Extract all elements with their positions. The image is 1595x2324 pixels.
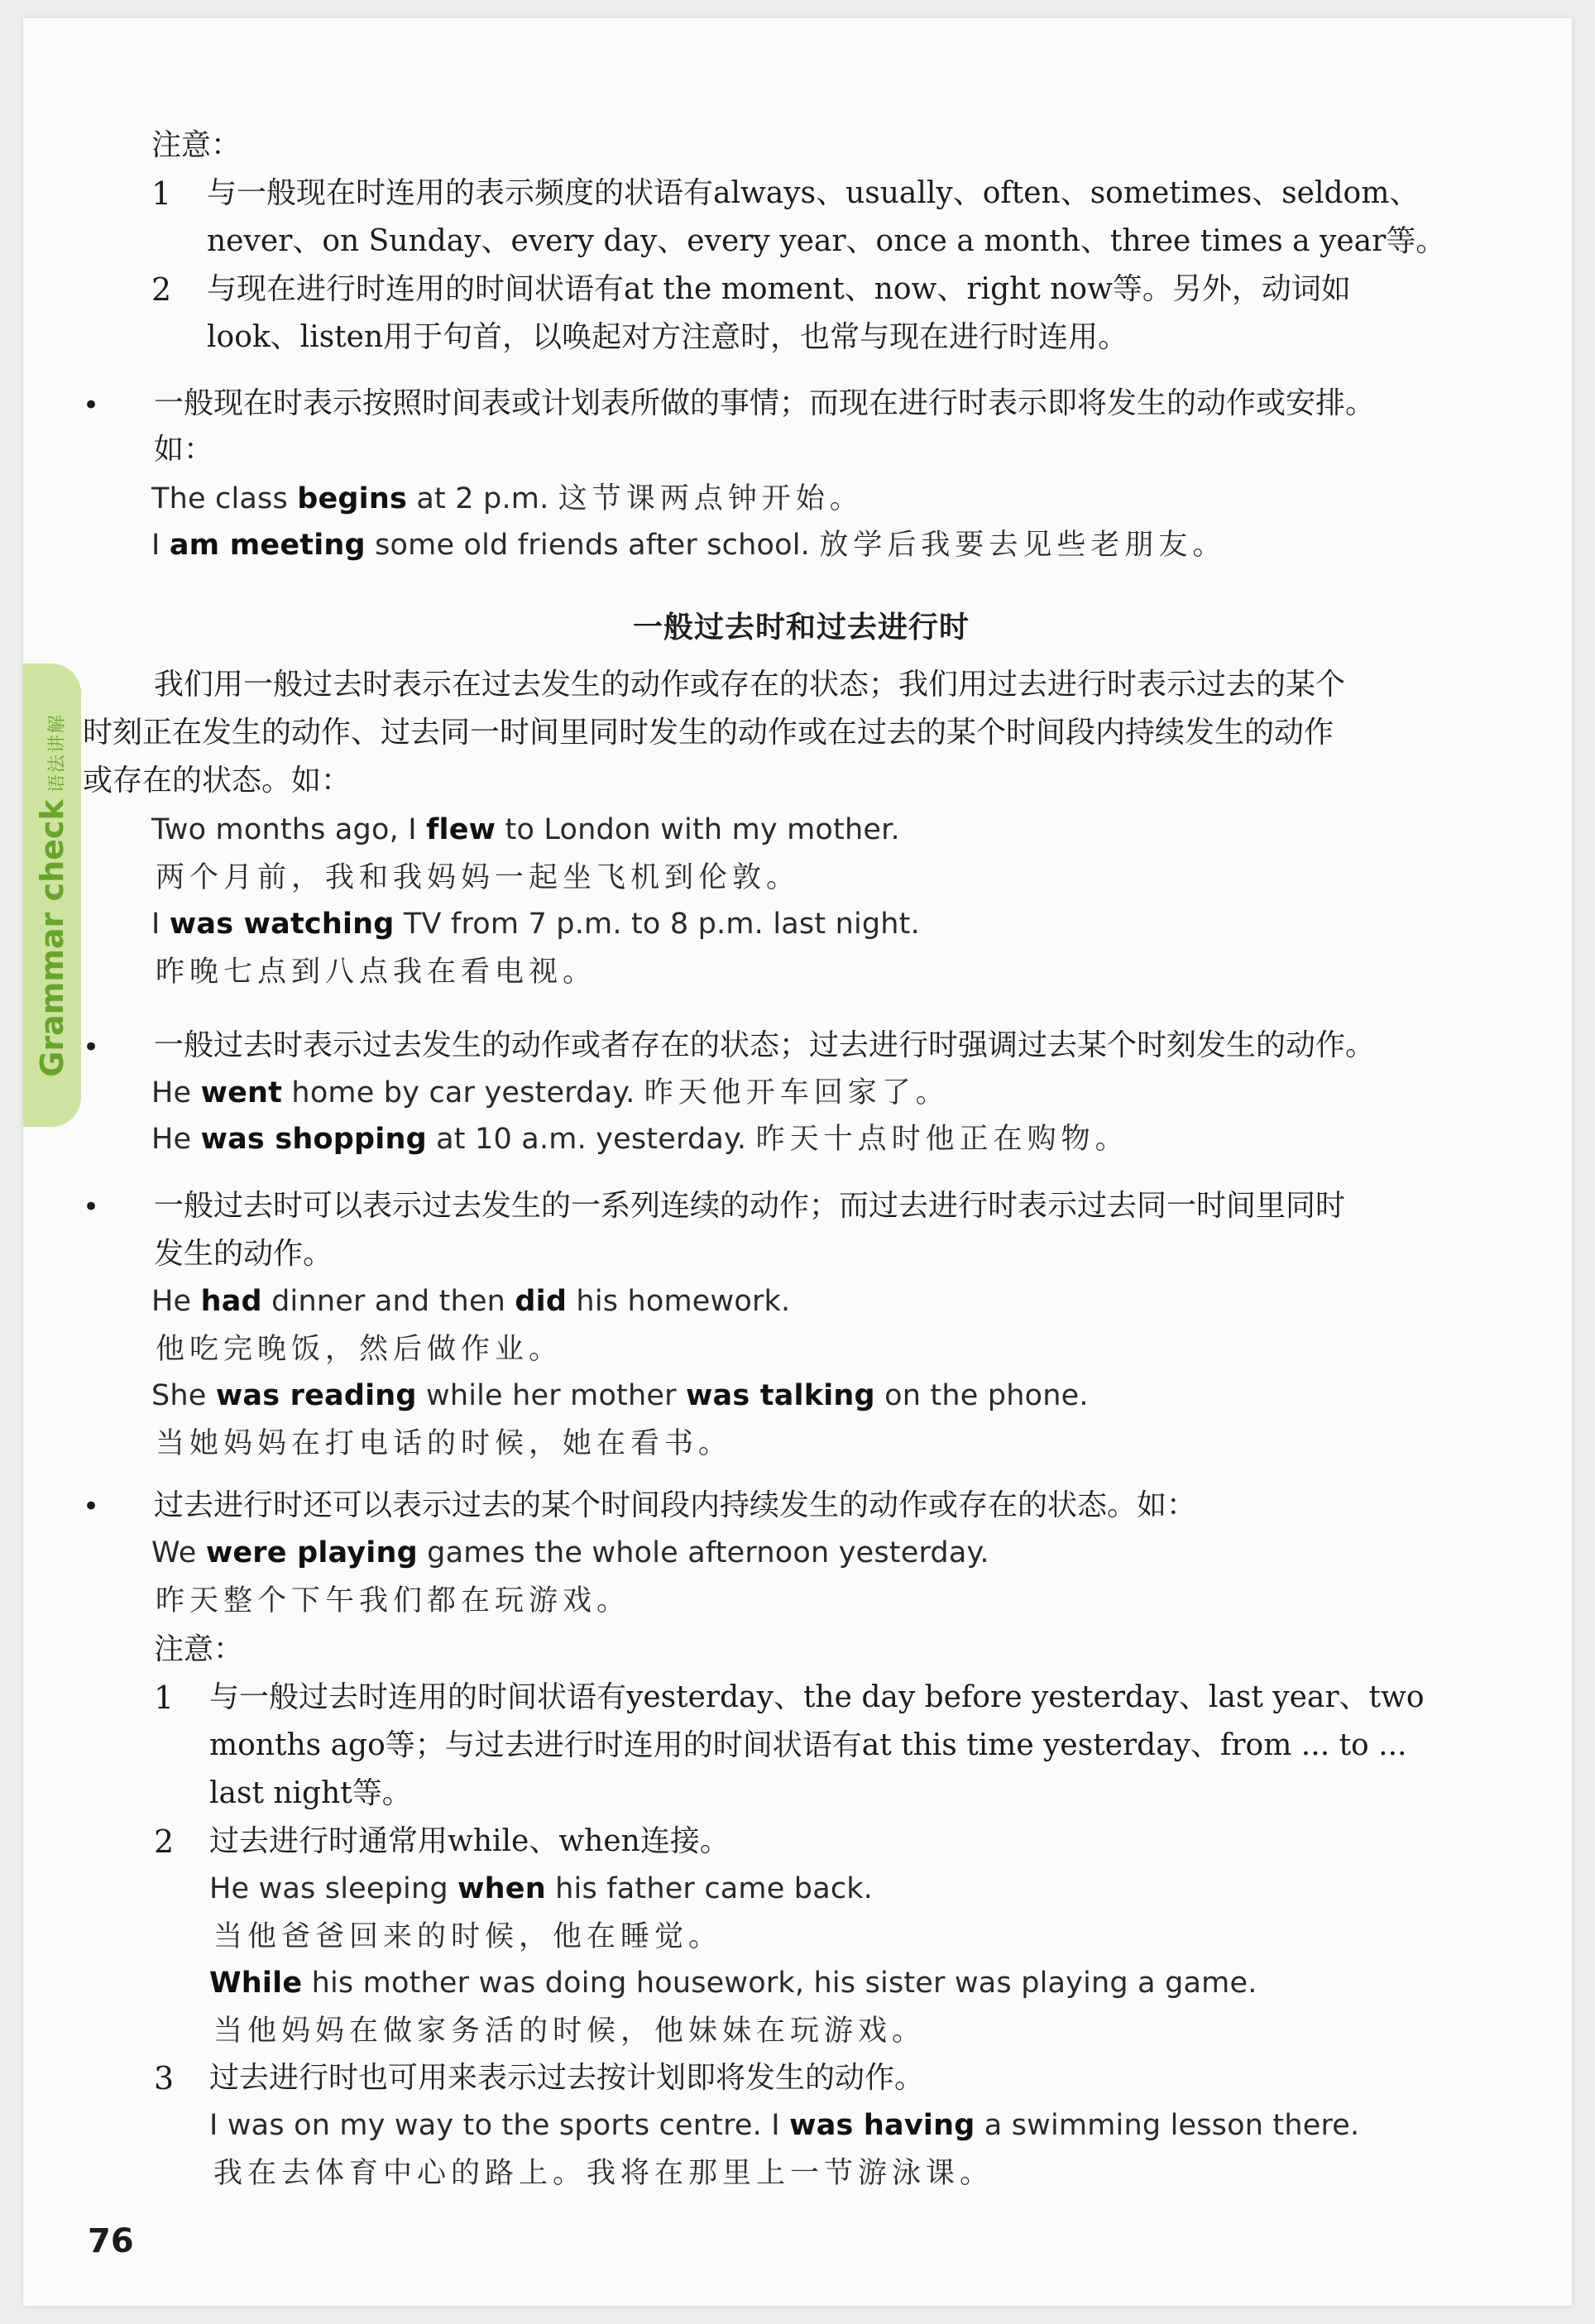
note-text: 与一般现在时连用的表示频度的状语有always、usually、often、sometimes、seldom、 bbox=[207, 176, 1420, 210]
example-sentence: He had dinner and then did his homework. bbox=[151, 1285, 791, 1318]
note-text: 过去进行时也可用来表示过去按计划即将发生的动作。 bbox=[209, 2061, 925, 2095]
note-text: 过去进行时通常用while、when连接。 bbox=[209, 1824, 730, 1858]
bullet-text: 一般过去时可以表示过去发生的一系列连续的动作；而过去进行时表示过去同一时间里同时 bbox=[154, 1189, 1346, 1223]
section-title: 一般过去时和过去进行时 bbox=[633, 611, 970, 644]
example-translation: 两个月前，我和我妈妈一起坐飞机到伦敦。 bbox=[156, 861, 801, 894]
note-number: 1 bbox=[154, 1680, 175, 1716]
example-sentence: The class begins at 2 p.m. 这节课两点钟开始。 bbox=[151, 482, 864, 515]
bullet-icon: • bbox=[83, 389, 100, 422]
page-number: 76 bbox=[88, 2222, 134, 2260]
textbook-page bbox=[23, 18, 1572, 2306]
example-translation: 昨晚七点到八点我在看电视。 bbox=[156, 956, 597, 989]
bullet-icon: • bbox=[83, 1031, 100, 1064]
note-number: 1 bbox=[151, 175, 172, 212]
bullet-icon: • bbox=[83, 1191, 100, 1224]
bullet-text: 一般过去时表示过去发生的动作或者存在的状态；过去进行时强调过去某个时刻发生的动作。 bbox=[154, 1028, 1376, 1062]
note-text: 与一般过去时连用的时间状语有yesterday、the day before yesterday、last year、two bbox=[209, 1680, 1425, 1714]
note-text: 与现在进行时连用的时间状语有at the moment、now、right now等。另外，动词如 bbox=[207, 272, 1351, 306]
example-sentence: He was sleeping when his father came back. bbox=[209, 1872, 874, 1905]
notes-heading: 注意： bbox=[151, 128, 242, 162]
note-text: months ago等；与过去进行时连用的时间状语有at this time yesterday、from ... to ... bbox=[209, 1728, 1407, 1762]
grammar-check-tab-sublabel: 语法讲解 bbox=[47, 713, 68, 793]
example-sentence: I am meeting some old friends after school. 放学后我要去见些老朋友。 bbox=[151, 529, 1227, 562]
note-text: look、listen用于句首，以唤起对方注意时，也常与现在进行时连用。 bbox=[207, 320, 1128, 354]
bullet-text: 一般现在时表示按照时间表或计划表所做的事情；而现在进行时表示即将发生的动作或安排。 bbox=[154, 386, 1376, 420]
intro-text: 或存在的状态。如： bbox=[83, 764, 352, 798]
example-translation: 当他爸爸回来的时候，他在睡觉。 bbox=[213, 1920, 723, 1953]
intro-text: 时刻正在发生的动作、过去同一时间里同时发生的动作或在过去的某个时间段内持续发生的动作 bbox=[83, 716, 1334, 750]
example-sentence: Two months ago, I flew to London with my mother. bbox=[151, 813, 900, 846]
example-sentence: I was on my way to the sports centre. I was having a swimming lesson there. bbox=[209, 2109, 1360, 2142]
note-number: 2 bbox=[154, 1823, 175, 1860]
note-number: 3 bbox=[154, 2060, 175, 2096]
bullet-text: 发生的动作。 bbox=[154, 1237, 333, 1271]
example-translation: 当他妈妈在做家务活的时候，他妹妹在玩游戏。 bbox=[213, 2015, 927, 2048]
example-translation: 昨天整个下午我们都在玩游戏。 bbox=[156, 1584, 631, 1617]
example-translation: 他吃完晚饭，然后做作业。 bbox=[156, 1333, 563, 1366]
example-sentence: She was reading while her mother was talking on the phone. bbox=[151, 1379, 1089, 1412]
example-sentence: We were playing games the whole afternoon yesterday. bbox=[151, 1536, 989, 1569]
bullet-icon: • bbox=[83, 1490, 100, 1523]
intro-text: 我们用一般过去时表示在过去发生的动作或存在的状态；我们用过去进行时表示过去的某个 bbox=[154, 668, 1346, 702]
example-sentence: He was shopping at 10 a.m. yesterday. 昨天十点时他正在购物。 bbox=[151, 1123, 1129, 1156]
note-text: never、on Sunday、every day、every year、once a month、three times a year等。 bbox=[207, 224, 1446, 258]
example-sentence: I was watching TV from 7 p.m. to 8 p.m. last night. bbox=[151, 908, 920, 941]
grammar-check-tab-label: Grammar check语法讲解 bbox=[34, 713, 70, 1077]
example-translation: 当她妈妈在打电话的时候，她在看书。 bbox=[156, 1427, 733, 1460]
example-label: 如： bbox=[154, 433, 214, 467]
note-number: 2 bbox=[151, 271, 172, 308]
note-text: last night等。 bbox=[209, 1776, 412, 1810]
bullet-text: 过去进行时还可以表示过去的某个时间段内持续发生的动作或存在的状态。如： bbox=[154, 1488, 1197, 1522]
example-translation: 我在去体育中心的路上。我将在那里上一节游泳课。 bbox=[213, 2157, 994, 2190]
example-sentence: He went home by car yesterday. 昨天他开车回家了。 bbox=[151, 1076, 950, 1109]
notes-heading: 注意： bbox=[154, 1632, 244, 1666]
example-sentence: While his mother was doing housework, his sister was playing a game. bbox=[209, 1967, 1257, 2000]
